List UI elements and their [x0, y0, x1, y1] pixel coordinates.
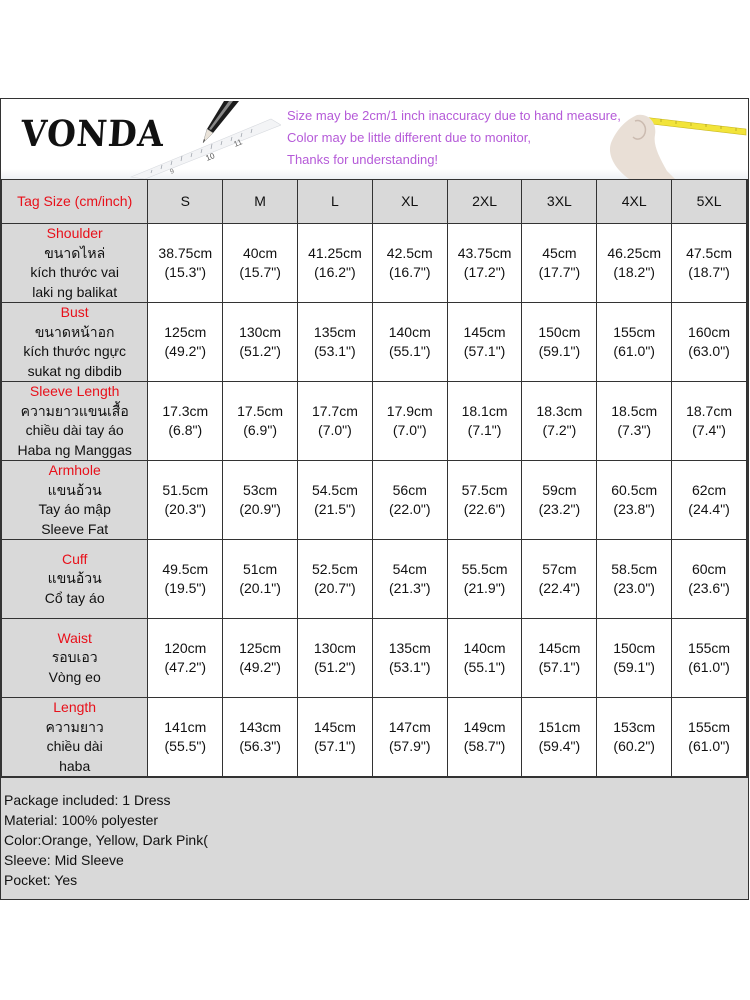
measurement-cell: 51cm (20.1") [223, 540, 298, 619]
row-title: Length [53, 699, 97, 715]
size-header: 5XL [672, 180, 747, 224]
info-material: Material: 100% polyester [4, 812, 159, 828]
measurement-cell: 120cm (47.2") [148, 619, 223, 698]
measurement-cell: 51.5cm (20.3") [148, 461, 223, 540]
row-translation: ขนาดหน้าอก [34, 323, 115, 340]
row-translation: รอบเอว [51, 649, 98, 666]
size-chart-sheet [0, 98, 749, 900]
brand-logo: VONDA [19, 113, 166, 155]
row-translation: kích thước vai [30, 264, 119, 280]
row-label [2, 619, 148, 698]
size-header: M [223, 180, 298, 224]
measurement-cell: 45cm (17.7") [522, 224, 597, 303]
measurement-cell: 145cm (57.1") [447, 303, 522, 382]
row-label [2, 540, 148, 619]
tag-size-label: Tag Size (cm/inch) [2, 180, 148, 224]
size-header: 4XL [597, 180, 672, 224]
measurement-row-waist [2, 619, 747, 698]
row-title: Armhole [48, 462, 101, 478]
measurement-cell: 150cm (59.1") [597, 619, 672, 698]
size-header: 3XL [522, 180, 597, 224]
svg-text:9: 9 [169, 167, 176, 176]
hand-measuring-tape-icon [601, 99, 748, 179]
measurement-cell: 151cm (59.4") [522, 698, 597, 777]
measurement-cell: 58.5cm (23.0") [597, 540, 672, 619]
measurement-row-cuff [2, 540, 747, 619]
measurement-cell: 40cm (15.7") [223, 224, 298, 303]
measurement-cell: 135cm (53.1") [298, 303, 373, 382]
row-translation: chiều dài tay áo [25, 422, 124, 438]
measurement-cell: 17.9cm (7.0") [372, 382, 447, 461]
measurement-cell: 55.5cm (21.9") [447, 540, 522, 619]
size-header: S [148, 180, 223, 224]
size-header: 2XL [447, 180, 522, 224]
row-label [2, 303, 148, 382]
measurement-cell: 155cm (61.0") [672, 698, 747, 777]
row-label [2, 382, 148, 461]
row-label [2, 224, 148, 303]
measurement-cell: 54cm (21.3") [372, 540, 447, 619]
brand-banner [1, 99, 748, 180]
measurement-cell: 62cm (24.4") [672, 461, 747, 540]
measurement-cell: 135cm (53.1") [372, 619, 447, 698]
measurement-cell: 125cm (49.2") [223, 619, 298, 698]
measurement-cell: 57.5cm (22.6") [447, 461, 522, 540]
info-sleeve: Sleeve: Mid Sleeve [4, 852, 124, 868]
measurement-cell: 150cm (59.1") [522, 303, 597, 382]
measurement-cell: 140cm (55.1") [372, 303, 447, 382]
measurement-cell: 60cm (23.6") [672, 540, 747, 619]
measurement-disclaimer [287, 105, 621, 171]
product-info-panel [1, 777, 748, 899]
row-label [2, 698, 148, 777]
measurement-row-sleeve-length [2, 382, 747, 461]
measurement-cell: 52.5cm (20.7") [298, 540, 373, 619]
measurement-cell: 17.5cm (6.9") [223, 382, 298, 461]
measurement-cell: 46.25cm (18.2") [597, 224, 672, 303]
measurement-cell: 160cm (63.0") [672, 303, 747, 382]
row-translation: แขนอ้วน [47, 481, 102, 498]
measurement-cell: 56cm (22.0") [372, 461, 447, 540]
measurement-cell: 18.5cm (7.3") [597, 382, 672, 461]
measurement-cell: 141cm (55.5") [148, 698, 223, 777]
measurement-cell: 43.75cm (17.2") [447, 224, 522, 303]
row-translation: Sleeve Fat [41, 520, 109, 537]
measurement-cell: 17.7cm (7.0") [298, 382, 373, 461]
svg-text:10: 10 [204, 151, 217, 163]
row-translation: Haba ng Manggas [17, 441, 132, 458]
measurement-row-shoulder [2, 224, 747, 303]
measurement-cell: 17.3cm (6.8") [148, 382, 223, 461]
row-translation: kích thước ngực [23, 343, 126, 359]
measurement-cell: 57cm (22.4") [522, 540, 597, 619]
row-translation: Vòng eo [48, 668, 101, 685]
disclaimer-line: Size may be 2cm/1 inch inaccuracy due to hand measure, [287, 108, 621, 123]
info-color: Color:Orange, Yellow, Dark Pink( [4, 832, 208, 848]
measurement-cell: 49.5cm (19.5") [148, 540, 223, 619]
row-label [2, 461, 148, 540]
measurement-cell: 130cm (51.2") [298, 619, 373, 698]
row-translation: ขนาดไหล่ [44, 244, 106, 261]
measurement-cell: 145cm (57.1") [298, 698, 373, 777]
measurement-cell: 41.25cm (16.2") [298, 224, 373, 303]
measurement-row-length [2, 698, 747, 777]
measurement-cell: 155cm (61.0") [597, 303, 672, 382]
disclaimer-line: Thanks for understanding! [287, 152, 439, 167]
row-translation: Cổ tay áo [44, 589, 105, 606]
size-header: XL [372, 180, 447, 224]
svg-text:11: 11 [232, 137, 244, 149]
measurement-row-armhole [2, 461, 747, 540]
size-header: L [298, 180, 373, 224]
measurement-cell: 149cm (58.7") [447, 698, 522, 777]
row-translation: chiều dài [46, 738, 103, 754]
row-translation: haba [59, 757, 91, 774]
pencil-ruler-icon [121, 99, 281, 179]
row-translation: แขนอ้วน [47, 570, 102, 587]
measurement-cell: 153cm (60.2") [597, 698, 672, 777]
size-header-row [2, 180, 747, 224]
row-translation: ความยาวแขนเสื้อ [20, 402, 129, 419]
row-title: Shoulder [46, 225, 103, 241]
row-title: Cuff [61, 550, 88, 567]
measurement-cell: 18.7cm (7.4") [672, 382, 747, 461]
row-translation: laki ng balikat [32, 283, 118, 300]
row-title: Waist [57, 629, 92, 646]
row-translation: sukat ng dibdib [27, 362, 122, 379]
measurement-cell: 59cm (23.2") [522, 461, 597, 540]
measurement-cell: 125cm (49.2") [148, 303, 223, 382]
row-translation: ความยาว [45, 718, 104, 735]
row-title: Bust [60, 304, 89, 320]
measurement-cell: 38.75cm (15.3") [148, 224, 223, 303]
measurement-cell: 47.5cm (18.7") [672, 224, 747, 303]
measurement-cell: 155cm (61.0") [672, 619, 747, 698]
row-title: Sleeve Length [29, 383, 120, 399]
measurement-cell: 143cm (56.3") [223, 698, 298, 777]
measurement-cell: 42.5cm (16.7") [372, 224, 447, 303]
size-table [1, 179, 747, 777]
measurement-cell: 147cm (57.9") [372, 698, 447, 777]
measurement-cell: 145cm (57.1") [522, 619, 597, 698]
measurement-cell: 60.5cm (23.8") [597, 461, 672, 540]
measurement-cell: 18.1cm (7.1") [447, 382, 522, 461]
measurement-cell: 130cm (51.2") [223, 303, 298, 382]
row-translation: Tay áo mập [38, 501, 111, 517]
disclaimer-line: Color may be little different due to monitor, [287, 130, 531, 145]
info-pocket: Pocket: Yes [4, 872, 78, 888]
measurement-cell: 53cm (20.9") [223, 461, 298, 540]
measurement-cell: 140cm (55.1") [447, 619, 522, 698]
measurement-row-bust [2, 303, 747, 382]
measurement-cell: 54.5cm (21.5") [298, 461, 373, 540]
info-package: Package included: 1 Dress [4, 792, 171, 808]
measurement-cell: 18.3cm (7.2") [522, 382, 597, 461]
